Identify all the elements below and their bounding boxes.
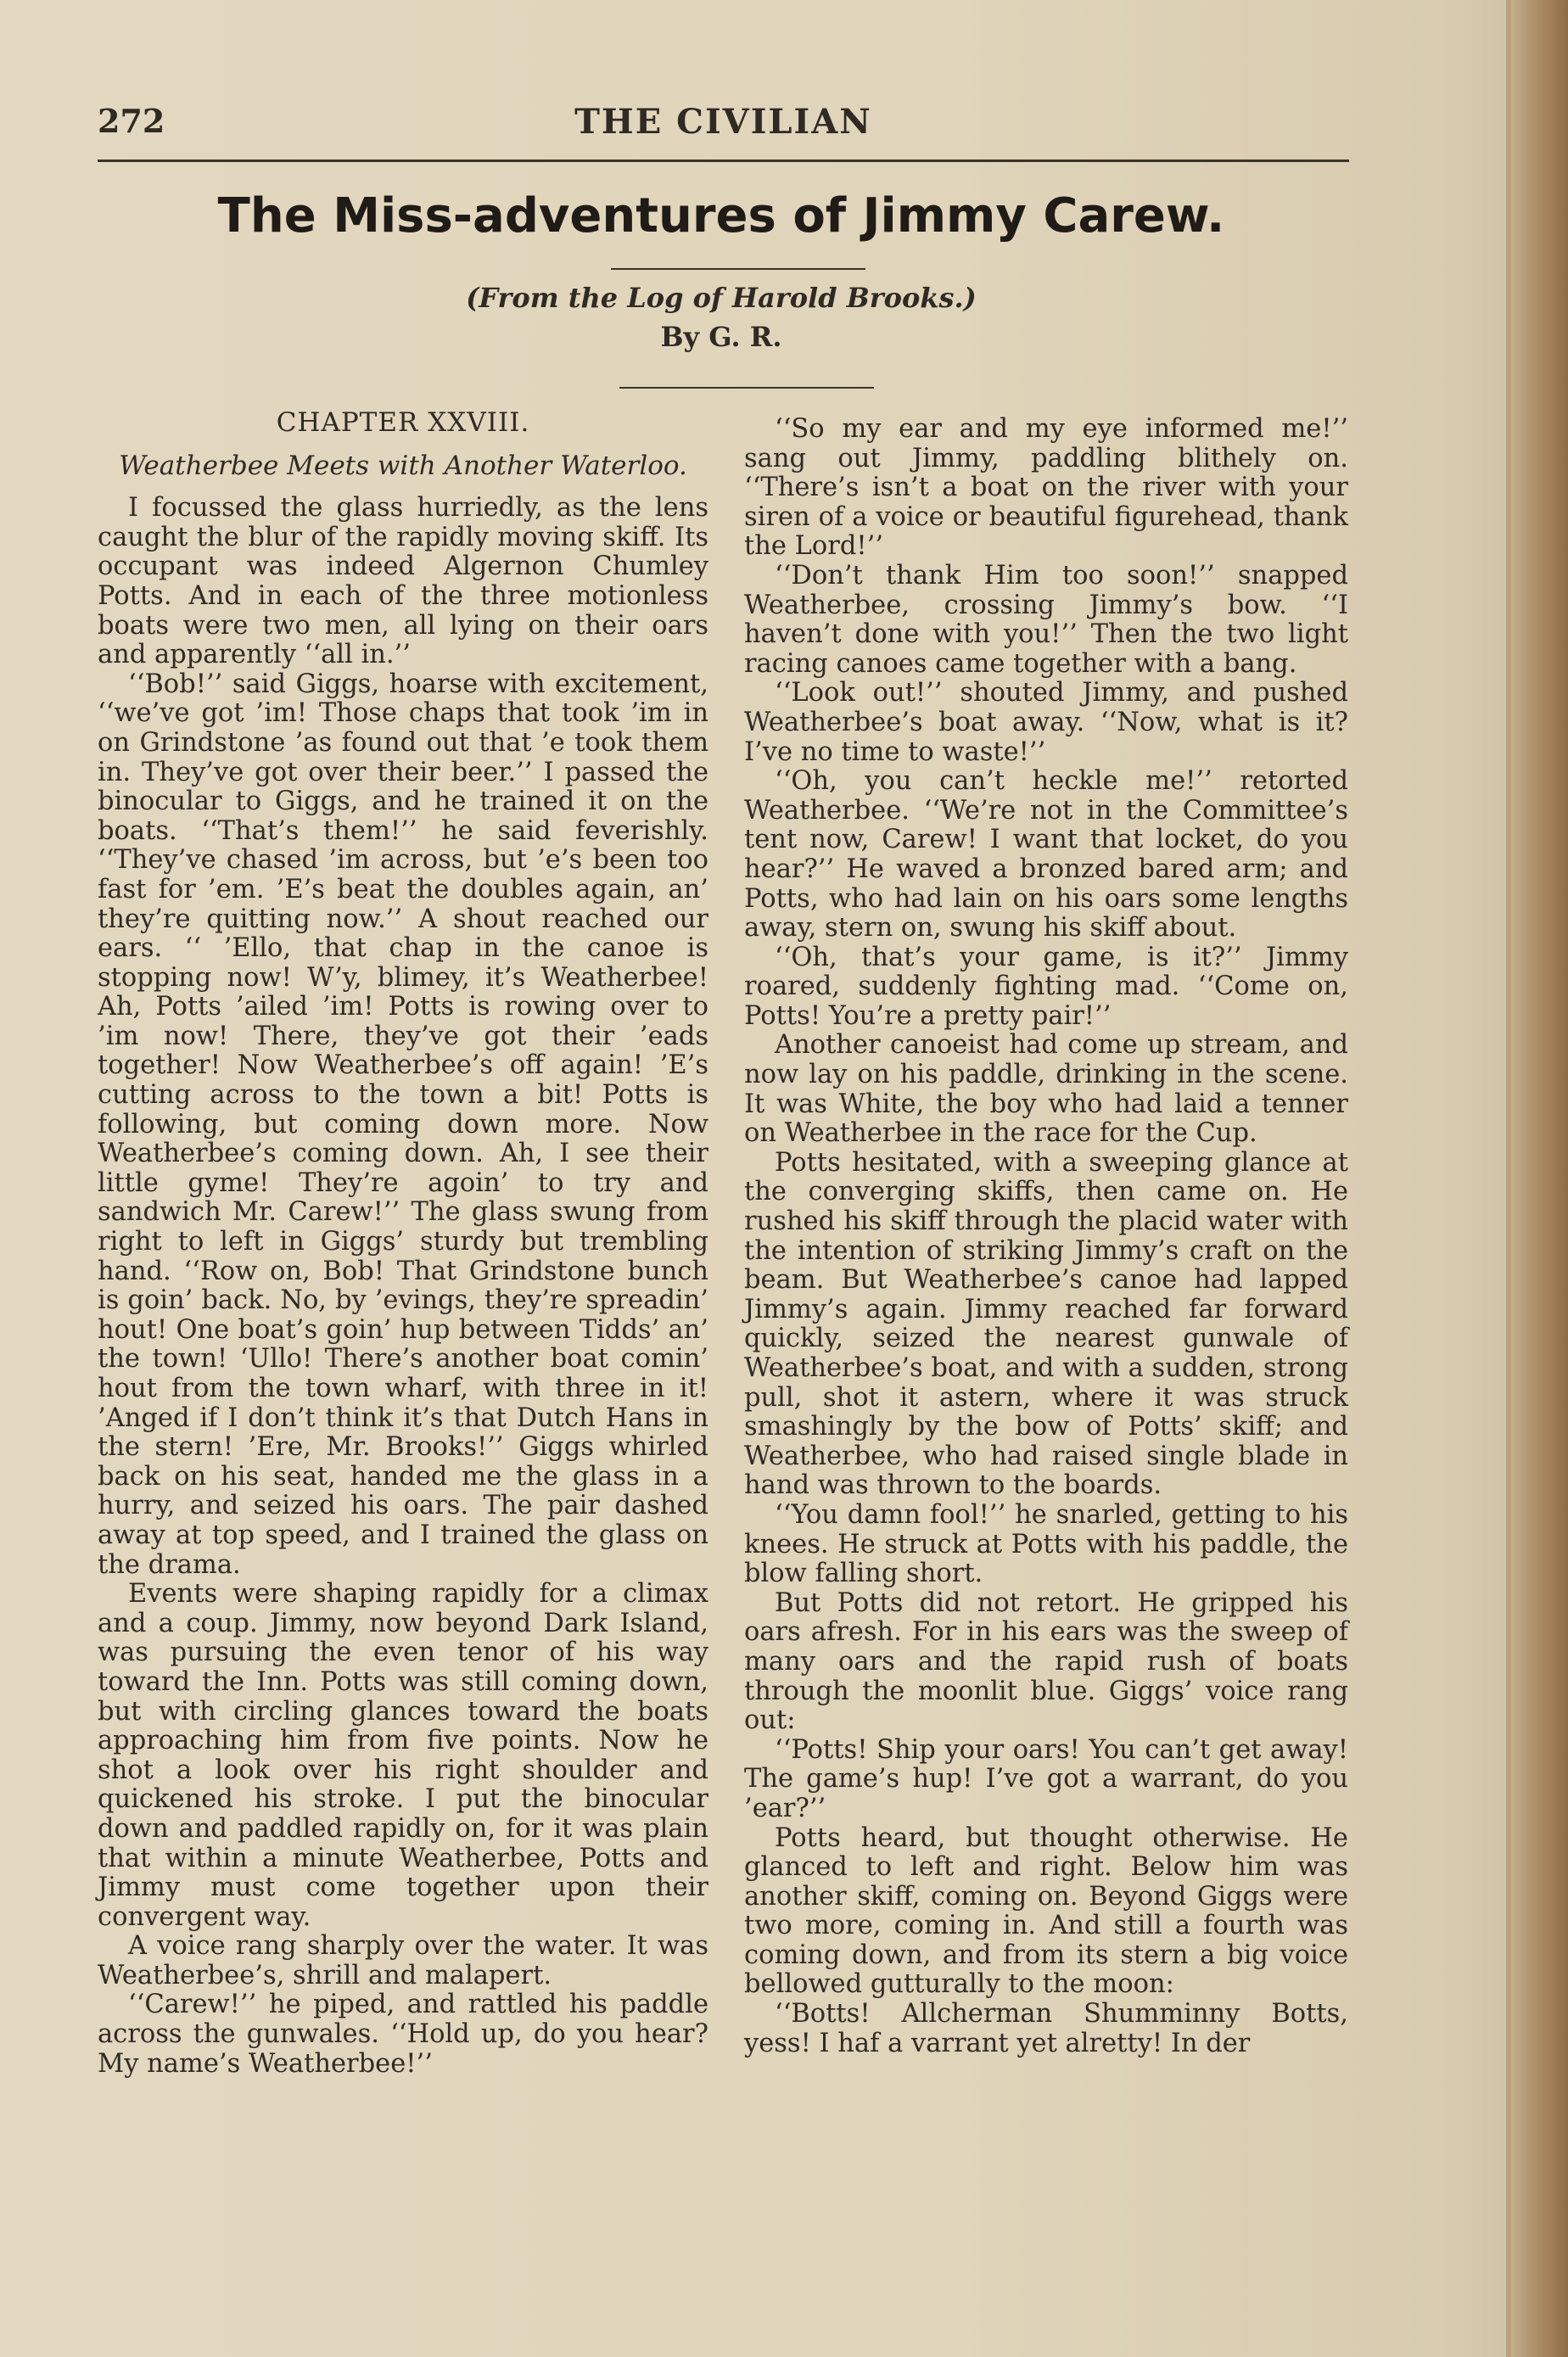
paragraph: ‘‘Oh, you can’t heckle me!’’ retorted Weatherbee. ‘‘We’re not in the Committee’s tent now, Carew! I want that locket, do you hear?’’ He waved a bronzed bared arm; and Potts, who had lain on his oars some lengths away, stern on, swung his skiff about. [744,766,1348,943]
paragraph: But Potts did not retort. He gripped his oars afresh. For in his ears was the sweep of many oars and the rapid rush of boats through the moonlit blue. Giggs’ voice rang out: [744,1587,1348,1736]
running-head: THE CIVILIAN [574,102,872,142]
chapter-heading: CHAPTER XXVIII. [276,407,530,438]
paragraph: ‘‘Potts! Ship your oars! You can’t get away! The game’s hup! I’ve got a warrant, do you ’ear?’’ [744,1734,1348,1823]
paragraph: ‘‘Oh, that’s your game, is it?’’ Jimmy roared, suddenly fighting mad. ‘‘Come on, Potts! You’re a pretty pair!’’ [744,942,1348,1031]
right-column [744,415,1348,2058]
header-rule [98,160,1349,162]
chapter-title: Weatherbee Meets with Another Waterloo. [119,450,687,481]
paragraph: ‘‘Bob!’’ said Giggs, hoarse with excitement, ‘‘we’ve got ’im! Those chaps that took ’im in on Grindstone ’as found out that ’e took them in. They’ve got over their beer.’’ I passed the binocular to Giggs, and he trained it on the boats. ‘‘That’s them!’’ he said feverishly. ‘‘They’ve chased ’im across, but ’e’s been too fast for ’em. ’E’s beat the doubles again, an’ they’re quitting now.’’ A shout reached our ears. ‘‘ ’Ello, that chap in the canoe is stopping now! W’y, blimey, it’s Weatherbee! Ah, Potts ’ailed ’im! Potts is rowing over to ’im now! There, they’ve got their ’eads together! Now Weatherbee’s off again! ’E’s cutting across to the town a bit! Potts is following, but coming down more. Now Weatherbee’s coming down. Ah, I see their little gyme! They’re agoin’ to try and sandwich Mr. Carew!’’ The glass swung from right to left in Giggs’ sturdy but trembling hand. ‘‘Row on, Bob! That Grindstone bunch is goin’ back. No, by ’evings, they’re spreadin’ hout! One boat’s goin’ hup between Tidds’ an’ the town! ‘Ullo! There’s another boat comin’ hout from the town wharf, with three in it! ’Anged if I don’t think it’s that Dutch Hans in the stern! ’Ere, Mr. Brooks!’’ Giggs whirled back on his seat, handed me the glass in a hurry, and seized his oars. The pair dashed away at top speed, and I trained the glass on the drama. [98,669,708,1580]
paragraph: ‘‘Carew!’’ he piped, and rattled his paddle across the gunwales. ‘‘Hold up, do you hear? My name’s Weatherbee!’’ [98,1990,708,2079]
paragraph: I focussed the glass hurriedly, as the lens caught the blur of the rapidly moving skiff. Its occupant was indeed Algernon Chumley Potts. And in each of the three motionless boats were two men, all lying on their oars and apparently ‘‘all in.’’ [98,493,708,670]
left-column [98,408,708,2079]
paragraph: ‘‘You damn fool!’’ he snarled, getting to his knees. He struck at Potts with his paddle, the blow falling short. [744,1499,1348,1589]
byline-rule [619,387,874,389]
article-byline: By G. R. [660,321,782,353]
page-header [98,102,1349,153]
page-number: 272 [98,102,165,140]
paragraph: ‘‘Botts! Allcherman Shumminny Botts, yess! I haf a varrant yet alretty! In der [744,1999,1348,2058]
paragraph: A voice rang sharply over the water. It was Weatherbee’s, shrill and malapert. [98,1931,708,1990]
title-rule [611,268,865,270]
paragraph: Another canoeist had come up stream, and now lay on his paddle, drinking in the scene. It was White, the boy who had laid a tenner on Weatherbee in the race for the Cup. [744,1030,1348,1149]
article-title: The Miss-adventures of Jimmy Carew. [217,188,1225,244]
paragraph: ‘‘Don’t thank Him too soon!’’ snapped Weatherbee, crossing Jimmy’s bow. ‘‘I haven’t done with you!’’ Then the two light racing canoes came together with a bang. [744,560,1348,679]
paragraph: Potts heard, but thought otherwise. He glanced to left and right. Below him was another skiff, coming on. Beyond Giggs were two more, coming in. And still a fourth was coming down, and from its stern a big voice bellowed gutturally to the moon: [744,1822,1348,2000]
paragraph: Events were shaping rapidly for a climax and a coup. Jimmy, now beyond Dark Island, was pursuing the even tenor of his way toward the Inn. Potts was still coming down, but with circling glances toward the boats approaching him from five points. Now he shot a look over his right shoulder and quickened his stroke. I put the binocular down and paddled rapidly on, for it was plain that within a minute Weatherbee, Potts and Jimmy must come together upon their convergent way. [98,1579,708,1932]
article-source-text: (From the Log of Harold Brooks.) [466,282,977,314]
article-source [0,282,1442,314]
paragraph: ‘‘So my ear and my eye informed me!’’ sang out Jimmy, paddling blithely on. ‘‘There’s isn’t a boat on the river with your siren of a voice or beautiful figurehead, thank the Lord!’’ [744,414,1348,562]
book-spine-shadow [1506,0,1568,2357]
paragraph: ‘‘Look out!’’ shouted Jimmy, and pushed Weatherbee’s boat away. ‘‘Now, what is it? I’ve no time to waste!’’ [744,678,1348,767]
paragraph: Potts hesitated, with a sweeping glance at the converging skiffs, then came on. He rushed his skiff through the placid water with the intention of striking Jimmy’s craft on the beam. But Weatherbee’s canoe had lapped Jimmy’s again. Jimmy reached far forward quickly, seized the nearest gunwale of Weatherbee’s boat, and with a sudden, strong pull, shot it astern, where it was struck smashingly by the bow of Potts’ skiff; and Weatherbee, who had raised single blade in hand was thrown to the boards. [744,1147,1348,1501]
